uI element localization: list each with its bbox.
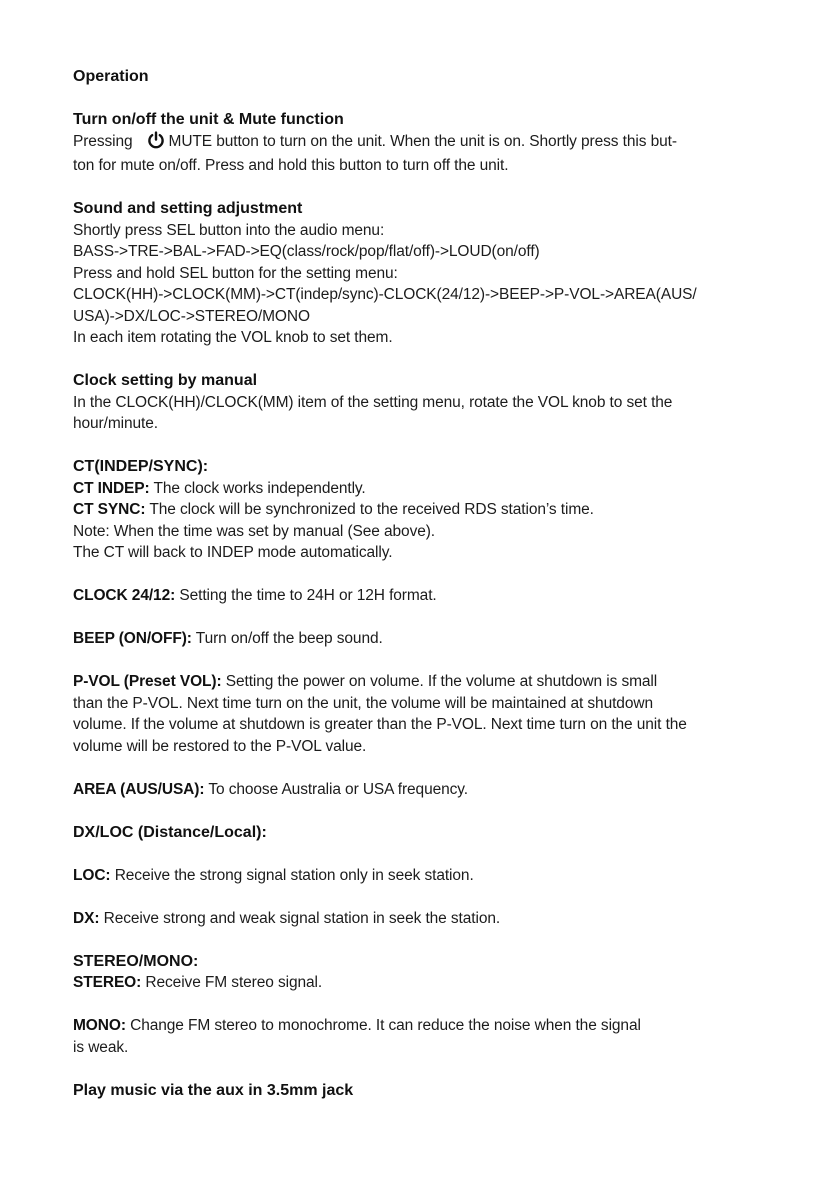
- sound-line-1: Shortly press SEL button into the audio menu:: [73, 221, 385, 239]
- ct-sync-line: [73, 499, 773, 521]
- sound-line-6: In each item rotating the VOL knob to set them.: [73, 329, 393, 346]
- area-text: To choose Australia or USA frequency.: [204, 780, 468, 798]
- mono-line-2: is weak.: [73, 1038, 129, 1056]
- stereo-line: [73, 972, 773, 994]
- ct-heading: CT(INDEP/SYNC):: [73, 458, 209, 475]
- power-icon: [147, 131, 165, 156]
- aux-heading: Play music via the aux in 3.5mm jack: [73, 1081, 354, 1099]
- stereo-mono-heading: STEREO/MONO:: [73, 952, 199, 970]
- sound-line-2: BASS->TRE->BAL->FAD->EQ(class/rock/pop/flat/off)->LOUD(on/off): [73, 243, 540, 260]
- pvol-label: P-VOL (Preset VOL):: [73, 673, 222, 690]
- clock-manual-line-1: In the CLOCK(HH)/CLOCK(MM) item of the setting menu, rotate the VOL knob to set the: [73, 393, 673, 411]
- ct-indep-text: The clock works independently.: [149, 479, 366, 497]
- beep-text: Turn on/off the beep sound.: [191, 630, 383, 647]
- loc-line: [73, 865, 773, 887]
- area-line: [73, 779, 773, 801]
- loc-label: LOC:: [73, 866, 111, 884]
- loc-text: Receive the strong signal station only in seek station.: [110, 866, 474, 884]
- dxloc-heading: DX/LOC (Distance/Local):: [73, 823, 267, 841]
- stereo-label: STEREO:: [73, 974, 142, 991]
- ct-note-2: The CT will back to INDEP mode automatically.: [73, 544, 393, 561]
- beep-line: [73, 628, 773, 650]
- clock-2412-line: [73, 585, 773, 607]
- ct-sync-text: The clock will be synchronized to the received RDS station’s time.: [145, 501, 594, 518]
- pvol-line-3: volume. If the volume at shutdown is greater than the P-VOL. Next time turn on the unit the: [73, 716, 687, 733]
- beep-label: BEEP (ON/OFF):: [73, 630, 192, 647]
- power-line-1: [73, 131, 773, 156]
- dx-text: Receive strong and weak signal station in seek the station.: [99, 909, 501, 927]
- pvol-line-1: [73, 671, 773, 693]
- clock-manual-line-2: hour/minute.: [73, 415, 158, 432]
- pvol-text: Setting the power on volume. If the volume at shutdown is small: [221, 673, 658, 690]
- manual-page: [73, 66, 773, 1101]
- ct-indep-label: CT INDEP:: [73, 479, 150, 497]
- sound-heading: Sound and setting adjustment: [73, 200, 303, 217]
- mono-label: MONO:: [73, 1017, 126, 1034]
- power-heading: Turn on/off the unit & Mute function: [73, 111, 344, 128]
- sound-line-4: CLOCK(HH)->CLOCK(MM)->CT(indep/sync)-CLOCK(24/12)->BEEP->P-VOL->AREA(AUS/: [73, 286, 697, 303]
- pvol-line-4: volume will be restored to the P-VOL value.: [73, 737, 367, 755]
- ct-sync-label: CT SYNC:: [73, 501, 146, 518]
- ct-indep-line: [73, 478, 773, 500]
- sound-line-5: USA)->DX/LOC->STEREO/MONO: [73, 307, 310, 325]
- dx-line: [73, 908, 773, 930]
- power-line-1-post: MUTE button to turn on the unit. When the unit is on. Shortly press this but-: [168, 132, 677, 150]
- power-line-2: ton for mute on/off. Press and hold this button to turn off the unit.: [73, 157, 509, 174]
- clock-2412-text: Setting the time to 24H or 12H format.: [175, 587, 437, 604]
- operation-title: Operation: [73, 68, 149, 85]
- clock-2412-label: CLOCK 24/12:: [73, 587, 176, 604]
- clock-manual-heading: Clock setting by manual: [73, 372, 258, 389]
- power-line-1-pre: Pressing: [73, 132, 133, 150]
- mono-line-1: [73, 1015, 773, 1037]
- stereo-text: Receive FM stereo signal.: [141, 974, 323, 991]
- mono-text: Change FM stereo to monochrome. It can reduce the noise when the signal: [125, 1017, 641, 1034]
- dx-label: DX:: [73, 909, 100, 927]
- area-label: AREA (AUS/USA):: [73, 780, 205, 798]
- ct-note-1: Note: When the time was set by manual (See above).: [73, 522, 436, 540]
- sound-line-3: Press and hold SEL button for the setting menu:: [73, 264, 398, 282]
- pvol-line-2: than the P-VOL. Next time turn on the unit, the volume will be maintained at shutdown: [73, 694, 653, 712]
